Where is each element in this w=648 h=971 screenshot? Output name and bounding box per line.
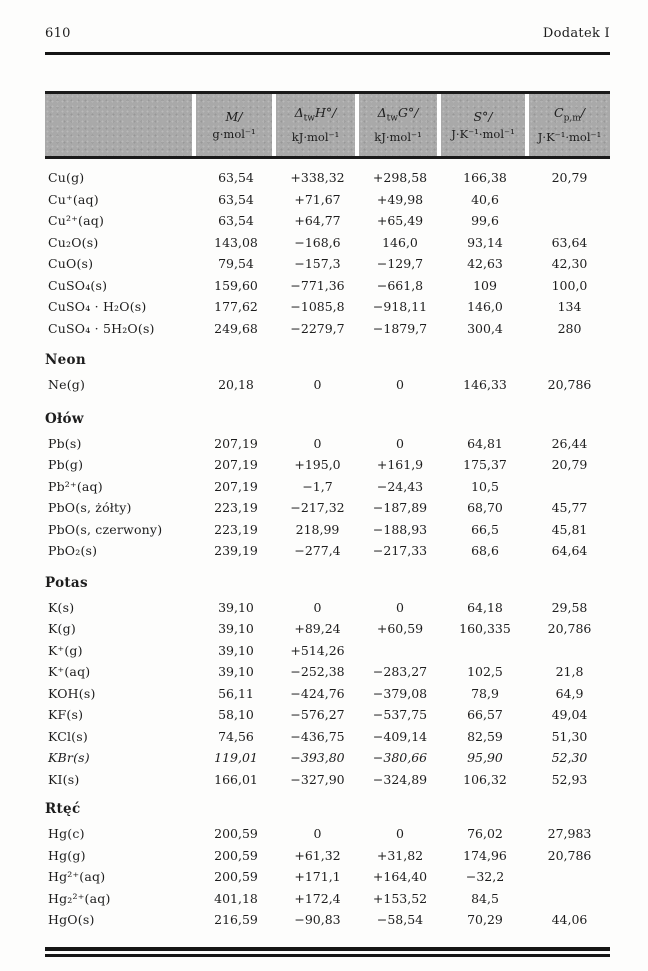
value-cell: 45,77: [551, 500, 588, 516]
substance-cell: PbO₂(s): [48, 543, 98, 559]
value-cell: −277,4: [294, 543, 341, 559]
substance-cell: Hg(g): [48, 847, 86, 863]
substance-cell: PbO(s, żółty): [48, 500, 132, 516]
substance-cell: Pb(s): [48, 435, 82, 451]
top-rule: [45, 52, 610, 55]
substance-cell: K⁺(g): [48, 642, 83, 658]
substance-cell: CuSO₄(s): [48, 277, 108, 293]
value-cell: 100,0: [551, 277, 588, 293]
column-label: [378, 105, 419, 127]
value-cell: 106,32: [463, 771, 507, 787]
substance-cell: Cu(g): [48, 170, 85, 186]
table-row: [45, 726, 610, 748]
value-cell: 300,4: [467, 320, 503, 336]
value-cell: +298,58: [372, 170, 428, 186]
table-row: [45, 866, 610, 888]
substance-cell: Cu₂O(s): [48, 234, 99, 250]
value-cell: 20,786: [547, 621, 592, 637]
substance-cell: Pb²⁺(aq): [48, 478, 103, 494]
value-cell: 20,79: [551, 457, 588, 473]
value-cell: 216,59: [214, 912, 258, 928]
value-cell: 249,68: [214, 320, 258, 336]
value-cell: 200,59: [214, 869, 258, 885]
value-cell: −393,80: [290, 750, 345, 766]
table-row: [45, 253, 610, 275]
header-cell: [276, 94, 359, 156]
value-cell: −1,7: [302, 478, 333, 494]
value-cell: 63,54: [218, 213, 254, 229]
column-label-var: /: [580, 105, 585, 121]
table-row: [45, 210, 610, 232]
value-cell: 42,63: [467, 256, 503, 272]
substance-cell: Hg₂²⁺(aq): [48, 890, 111, 906]
section-header: Ołów: [45, 410, 84, 427]
value-cell: 200,59: [214, 847, 258, 863]
value-cell: 39,10: [218, 599, 254, 615]
value-cell: 44,06: [551, 912, 588, 928]
table-row: [45, 296, 610, 318]
table-row: [45, 275, 610, 297]
value-cell: 0: [396, 435, 404, 451]
column-label-var: Δ: [377, 105, 387, 121]
substance-cell: KCl(s): [48, 728, 88, 744]
value-cell: 64,81: [467, 435, 503, 451]
table-row: [45, 540, 610, 562]
section-header: Rtęć: [45, 801, 81, 817]
value-cell: 134: [557, 299, 582, 315]
value-cell: 66,57: [467, 707, 503, 723]
value-cell: −537,75: [372, 707, 428, 723]
value-cell: 63,54: [218, 191, 254, 207]
value-cell: 177,62: [214, 299, 258, 315]
value-cell: 0: [396, 826, 404, 842]
substance-cell: Hg²⁺(aq): [48, 869, 106, 885]
page-number: 610: [45, 26, 71, 41]
value-cell: 146,0: [467, 299, 503, 315]
substance-cell: K⁺(aq): [48, 664, 91, 680]
value-cell: 159,60: [214, 277, 258, 293]
table-row: [45, 433, 610, 455]
value-cell: 29,58: [551, 599, 588, 615]
value-cell: 58,10: [218, 707, 254, 723]
column-label-var: C: [554, 105, 564, 121]
value-cell: 223,19: [214, 500, 258, 516]
value-cell: +65,49: [376, 213, 424, 229]
value-cell: 119,01: [214, 750, 258, 766]
section-header: Potas: [45, 574, 88, 591]
value-cell: −90,83: [294, 912, 341, 928]
value-cell: 78,9: [471, 685, 499, 701]
value-cell: −436,75: [290, 728, 345, 744]
value-cell: −409,14: [372, 728, 428, 744]
value-cell: −217,33: [372, 543, 428, 559]
value-cell: 45,81: [551, 521, 588, 537]
value-cell: 10,5: [471, 478, 499, 494]
header-cell: [441, 94, 529, 156]
value-cell: 102,5: [467, 664, 503, 680]
value-cell: +89,24: [294, 621, 341, 637]
value-cell: 56,11: [218, 685, 254, 701]
value-cell: 20,18: [218, 377, 254, 393]
header-cell: [359, 94, 441, 156]
value-cell: 79,54: [218, 256, 254, 272]
value-cell: 63,64: [551, 234, 588, 250]
value-cell: 49,04: [551, 707, 588, 723]
value-cell: −327,90: [290, 771, 345, 787]
value-cell: 0: [313, 435, 322, 451]
value-cell: −24,43: [376, 478, 424, 494]
value-cell: 42,30: [551, 256, 588, 272]
value-cell: +514,26: [290, 642, 345, 658]
header-cell: [196, 94, 276, 156]
value-cell: 64,18: [467, 599, 503, 615]
header-cell-empty: [45, 94, 196, 156]
value-cell: −283,27: [372, 664, 428, 680]
value-cell: 223,19: [214, 521, 258, 537]
table-row: [45, 374, 610, 396]
value-cell: 160,335: [459, 621, 511, 637]
table-row: [45, 769, 610, 791]
substance-cell: PbO(s, czerwony): [48, 521, 163, 537]
table-row: [45, 189, 610, 211]
value-cell: +31,82: [376, 847, 424, 863]
substance-cell: KF(s): [48, 707, 84, 723]
value-cell: 51,30: [551, 728, 588, 744]
value-cell: −918,11: [372, 299, 428, 315]
value-cell: −252,38: [290, 664, 345, 680]
value-cell: +338,32: [290, 170, 345, 186]
value-cell: 0: [396, 377, 404, 393]
substance-cell: KBr(s): [48, 750, 90, 766]
value-cell: −771,36: [290, 277, 345, 293]
value-cell: +161,9: [376, 457, 424, 473]
value-cell: 63,54: [218, 170, 254, 186]
value-cell: −58,54: [376, 912, 424, 928]
value-cell: 70,29: [467, 912, 503, 928]
substance-cell: KI(s): [48, 771, 80, 787]
value-cell: 239,19: [214, 543, 258, 559]
value-cell: +195,0: [294, 457, 341, 473]
value-cell: +164,40: [372, 869, 428, 885]
value-cell: 64,64: [551, 543, 588, 559]
column-label: [295, 105, 337, 127]
column-unit: J·K⁻¹·mol⁻¹: [537, 129, 602, 144]
value-cell: 146,33: [463, 377, 507, 393]
table-body: [45, 167, 610, 931]
table-row: [45, 747, 610, 769]
value-cell: 0: [313, 826, 322, 842]
value-cell: −324,89: [372, 771, 428, 787]
table-row: [45, 661, 610, 683]
value-cell: −661,8: [376, 277, 424, 293]
value-cell: 20,786: [547, 847, 592, 863]
substance-cell: Pb(g): [48, 457, 84, 473]
value-cell: −187,89: [372, 500, 428, 516]
value-cell: 166,01: [214, 771, 258, 787]
column-label-var: Δ: [294, 105, 304, 121]
value-cell: 207,19: [214, 478, 258, 494]
value-cell: 39,10: [218, 642, 254, 658]
value-cell: 40,6: [471, 191, 499, 207]
substance-cell: CuO(s): [48, 256, 94, 272]
substance-cell: K(s): [48, 599, 75, 615]
table-row: [45, 823, 610, 845]
table-row: [45, 476, 610, 498]
value-cell: 200,59: [214, 826, 258, 842]
substance-cell: Cu²⁺(aq): [48, 213, 105, 229]
table-row: [45, 454, 610, 476]
value-cell: 84,5: [471, 890, 499, 906]
running-title: Dodatek I: [542, 26, 610, 41]
bottom-rule: [45, 947, 610, 957]
table-row: [45, 618, 610, 640]
value-cell: −217,32: [290, 500, 345, 516]
substance-cell: HgO(s): [48, 912, 95, 928]
value-cell: −1879,7: [372, 320, 428, 336]
value-cell: 95,90: [467, 750, 503, 766]
value-cell: 20,79: [551, 170, 588, 186]
table-row: [45, 888, 610, 910]
table-row: [45, 318, 610, 340]
value-cell: 68,6: [471, 543, 499, 559]
value-cell: 52,30: [551, 750, 588, 766]
value-cell: −424,76: [290, 685, 345, 701]
value-cell: +61,32: [294, 847, 341, 863]
column-unit: kJ·mol⁻¹: [291, 129, 340, 144]
value-cell: 109: [473, 277, 497, 293]
table-row: [45, 683, 610, 705]
value-cell: −380,66: [372, 750, 428, 766]
substance-cell: KOH(s): [48, 685, 96, 701]
table-row: [45, 845, 610, 867]
value-cell: 0: [313, 599, 322, 615]
value-cell: 39,10: [218, 664, 254, 680]
column-label-sub: tw: [386, 113, 398, 124]
value-cell: −576,27: [290, 707, 345, 723]
running-head: [45, 26, 610, 44]
section-header: Neon: [45, 352, 86, 368]
value-cell: 52,93: [551, 771, 588, 787]
table-row: [45, 232, 610, 254]
value-cell: +153,52: [372, 890, 428, 906]
value-cell: −188,93: [372, 521, 428, 537]
value-cell: 143,08: [214, 234, 258, 250]
substance-cell: CuSO₄ · H₂O(s): [48, 299, 147, 315]
value-cell: 76,02: [467, 826, 503, 842]
value-cell: 218,99: [295, 521, 340, 537]
value-cell: 93,14: [467, 234, 503, 250]
header-cell: [529, 94, 610, 156]
value-cell: −32,2: [465, 869, 505, 885]
column-unit: kJ·mol⁻¹: [374, 129, 422, 144]
value-cell: 0: [396, 599, 404, 615]
column-label-sub: p,m: [563, 113, 581, 124]
column-label-var: S°/: [473, 108, 493, 124]
value-cell: 39,10: [218, 621, 254, 637]
column-label-var: G°/: [397, 105, 419, 121]
value-cell: −1085,8: [290, 299, 345, 315]
value-cell: −379,08: [372, 685, 428, 701]
value-cell: +71,67: [294, 191, 341, 207]
value-cell: +49,98: [376, 191, 424, 207]
value-cell: +172,4: [294, 890, 341, 906]
column-label: [554, 105, 585, 127]
column-label: [473, 109, 492, 124]
value-cell: 207,19: [214, 457, 258, 473]
value-cell: 66,5: [471, 521, 499, 537]
table-row: [45, 497, 610, 519]
substance-cell: K(g): [48, 621, 76, 637]
table-row: [45, 519, 610, 541]
table-row: [45, 640, 610, 662]
value-cell: 82,59: [467, 728, 503, 744]
column-unit: J·K⁻¹·mol⁻¹: [451, 126, 515, 141]
value-cell: 207,19: [214, 435, 258, 451]
value-cell: 99,6: [471, 213, 499, 229]
value-cell: 74,56: [218, 728, 254, 744]
substance-cell: Hg(c): [48, 826, 85, 842]
column-label-var: M/: [225, 108, 243, 124]
value-cell: −2279,7: [290, 320, 345, 336]
value-cell: +60,59: [376, 621, 424, 637]
value-cell: 27,983: [547, 826, 592, 842]
table-header: [45, 91, 610, 159]
value-cell: 68,70: [467, 500, 503, 516]
column-unit: g·mol⁻¹: [212, 126, 256, 141]
value-cell: 20,786: [547, 377, 592, 393]
value-cell: 174,96: [463, 847, 507, 863]
substance-cell: CuSO₄ · 5H₂O(s): [48, 320, 155, 336]
table-row: [45, 704, 610, 726]
value-cell: 26,44: [551, 435, 588, 451]
value-cell: −129,7: [376, 256, 424, 272]
value-cell: 166,38: [463, 170, 507, 186]
table-row: [45, 167, 610, 189]
value-cell: 0: [313, 377, 322, 393]
value-cell: +171,1: [294, 869, 341, 885]
column-label-var: H°/: [314, 105, 337, 121]
value-cell: 401,18: [214, 890, 258, 906]
table-row: [45, 597, 610, 619]
column-label-sub: tw: [303, 113, 315, 124]
substance-cell: Ne(g): [48, 377, 86, 393]
value-cell: 64,9: [555, 685, 584, 701]
table-row: [45, 909, 610, 931]
value-cell: 21,8: [555, 664, 584, 680]
value-cell: 146,0: [382, 234, 418, 250]
value-cell: −157,3: [294, 256, 341, 272]
value-cell: 280: [557, 320, 582, 336]
value-cell: −168,6: [294, 234, 341, 250]
column-label: [225, 109, 242, 124]
value-cell: 175,37: [463, 457, 507, 473]
substance-cell: Cu⁺(aq): [48, 191, 99, 207]
value-cell: +64,77: [294, 213, 341, 229]
